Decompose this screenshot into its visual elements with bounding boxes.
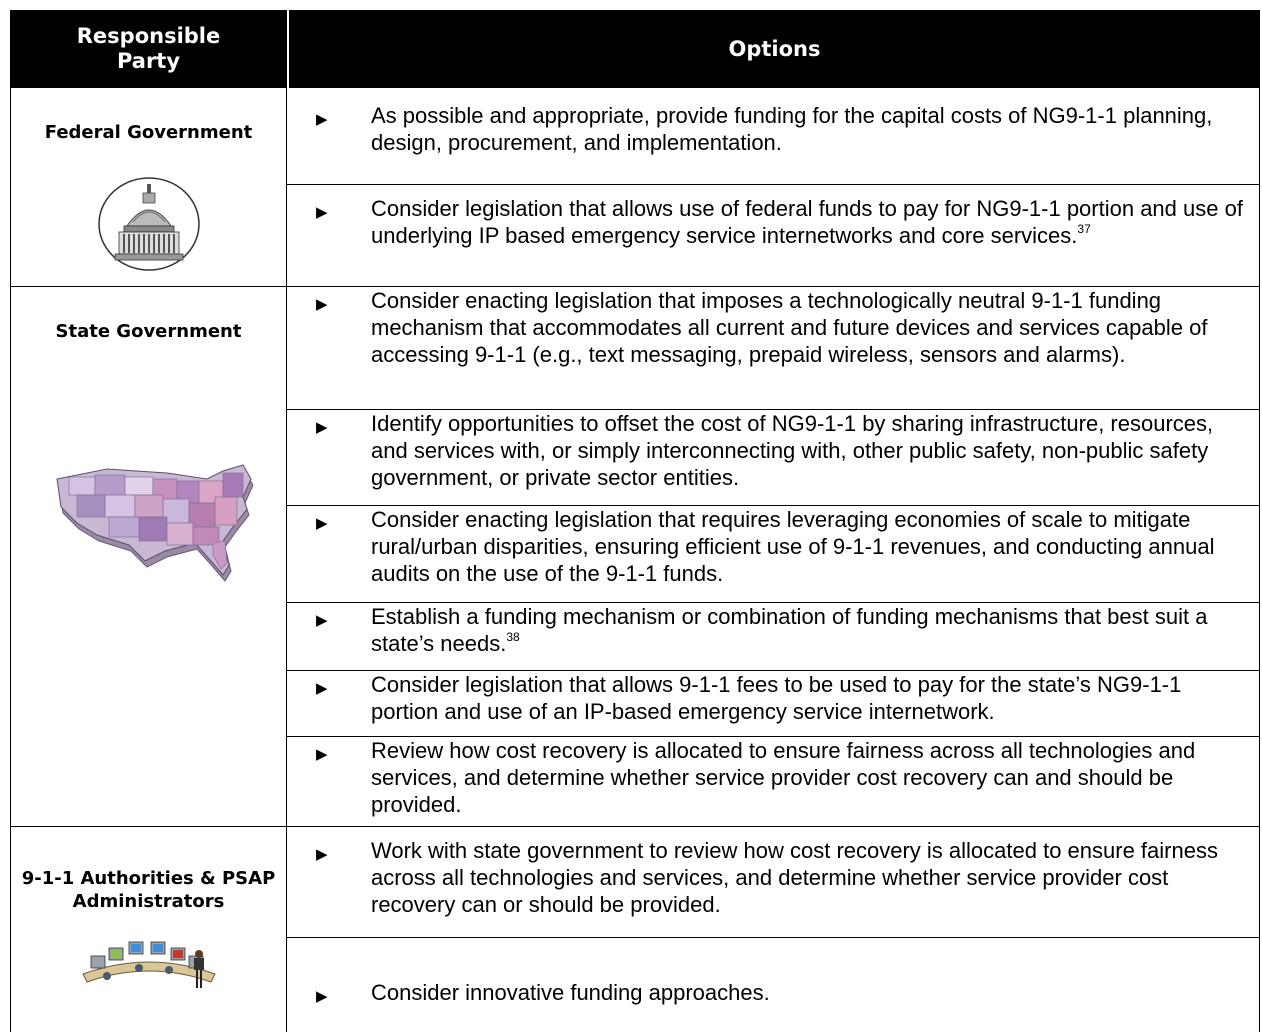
option-text: Consider innovative funding approaches. — [371, 980, 770, 1005]
option-text: Consider enacting legislation that imposes a technologically neutral 9-1-1 funding mechanism that accommodates all current and future devices and services capable of accessing 9-1-1 (e.g., text messaging, prepaid wireless, sensors and alarms). — [371, 288, 1208, 367]
party-name-federal: Federal Government — [44, 122, 253, 143]
bullet-icon: ▶ — [316, 204, 328, 221]
bullet-icon: ▶ — [316, 846, 328, 863]
options-table — [10, 10, 1260, 1032]
bullet-icon: ▶ — [316, 419, 328, 436]
capitol-dome-icon — [97, 176, 201, 272]
option-row — [287, 506, 1260, 603]
option-row — [287, 410, 1260, 506]
footnote-ref: 37 — [1077, 221, 1091, 236]
party-name-psap: 9-1-1 Authorities & PSAP Administrators — [21, 868, 276, 912]
option-row — [287, 603, 1260, 671]
bullet-icon: ▶ — [316, 612, 328, 629]
party-name-state: State Government — [55, 321, 242, 342]
bullet-icon: ▶ — [316, 296, 328, 313]
party-cell-federal — [10, 88, 287, 287]
header-col2-label: Options — [728, 36, 821, 61]
option-text: Establish a funding mechanism or combination of funding mechanisms that best suit a state’s needs.$^{38}$ — [371, 604, 1208, 656]
bullet-icon: ▶ — [316, 988, 328, 1005]
bullet-icon: ▶ — [316, 680, 328, 697]
option-text: Consider enacting legislation that requires leveraging economies of scale to mitigate rural/urban disparities, ensuring efficient use of 9-1-1 revenues, and conducting annual audits on the use of the 9-1-1 funds. — [371, 507, 1215, 586]
option-row — [287, 671, 1260, 737]
us-map-icon — [49, 463, 267, 593]
party-cell-state — [10, 287, 287, 827]
bullet-icon: ▶ — [316, 515, 328, 532]
header-responsible-party — [10, 10, 287, 88]
option-text: Consider legislation that allows use of federal funds to pay for NG9-1-1 portion and use of underlying IP based emergency service internetworks and core services.$^{37}$ — [371, 196, 1243, 248]
option-row — [287, 737, 1260, 827]
party-cell-psap — [10, 827, 287, 1032]
option-text: Work with state government to review how cost recovery is allocated to ensure fairness across all technologies and services, and determine whether service provider cost recovery can or should be provided. — [371, 838, 1218, 917]
header-col1-label: Responsible Party — [76, 24, 221, 73]
option-row — [287, 938, 1260, 1032]
bullet-icon: ▶ — [316, 746, 328, 763]
option-row — [287, 827, 1260, 938]
bullet-icon: ▶ — [316, 111, 328, 128]
option-row — [287, 88, 1260, 185]
option-text: As possible and appropriate, provide funding for the capital costs of NG9-1-1 planning, design, procurement, and implementation. — [371, 103, 1213, 155]
option-text: Review how cost recovery is allocated to ensure fairness across all technologies and services, and determine whether service provider cost recovery can and should be provided. — [371, 738, 1196, 817]
option-text: Identify opportunities to offset the cost of NG9-1-1 by sharing infrastructure, resources, and services with, or simply interconnecting with, other public safety, non-public safety government, or private sector entities. — [371, 411, 1214, 490]
option-row — [287, 287, 1260, 410]
dispatch-center-icon — [77, 930, 221, 994]
option-row — [287, 185, 1260, 287]
footnote-ref: 38 — [506, 629, 520, 644]
option-text: Consider legislation that allows 9-1-1 fees to be used to pay for the state’s NG9-1-1 portion and use of an IP-based emergency service internetwork. — [371, 672, 1182, 724]
header-options — [289, 10, 1260, 88]
